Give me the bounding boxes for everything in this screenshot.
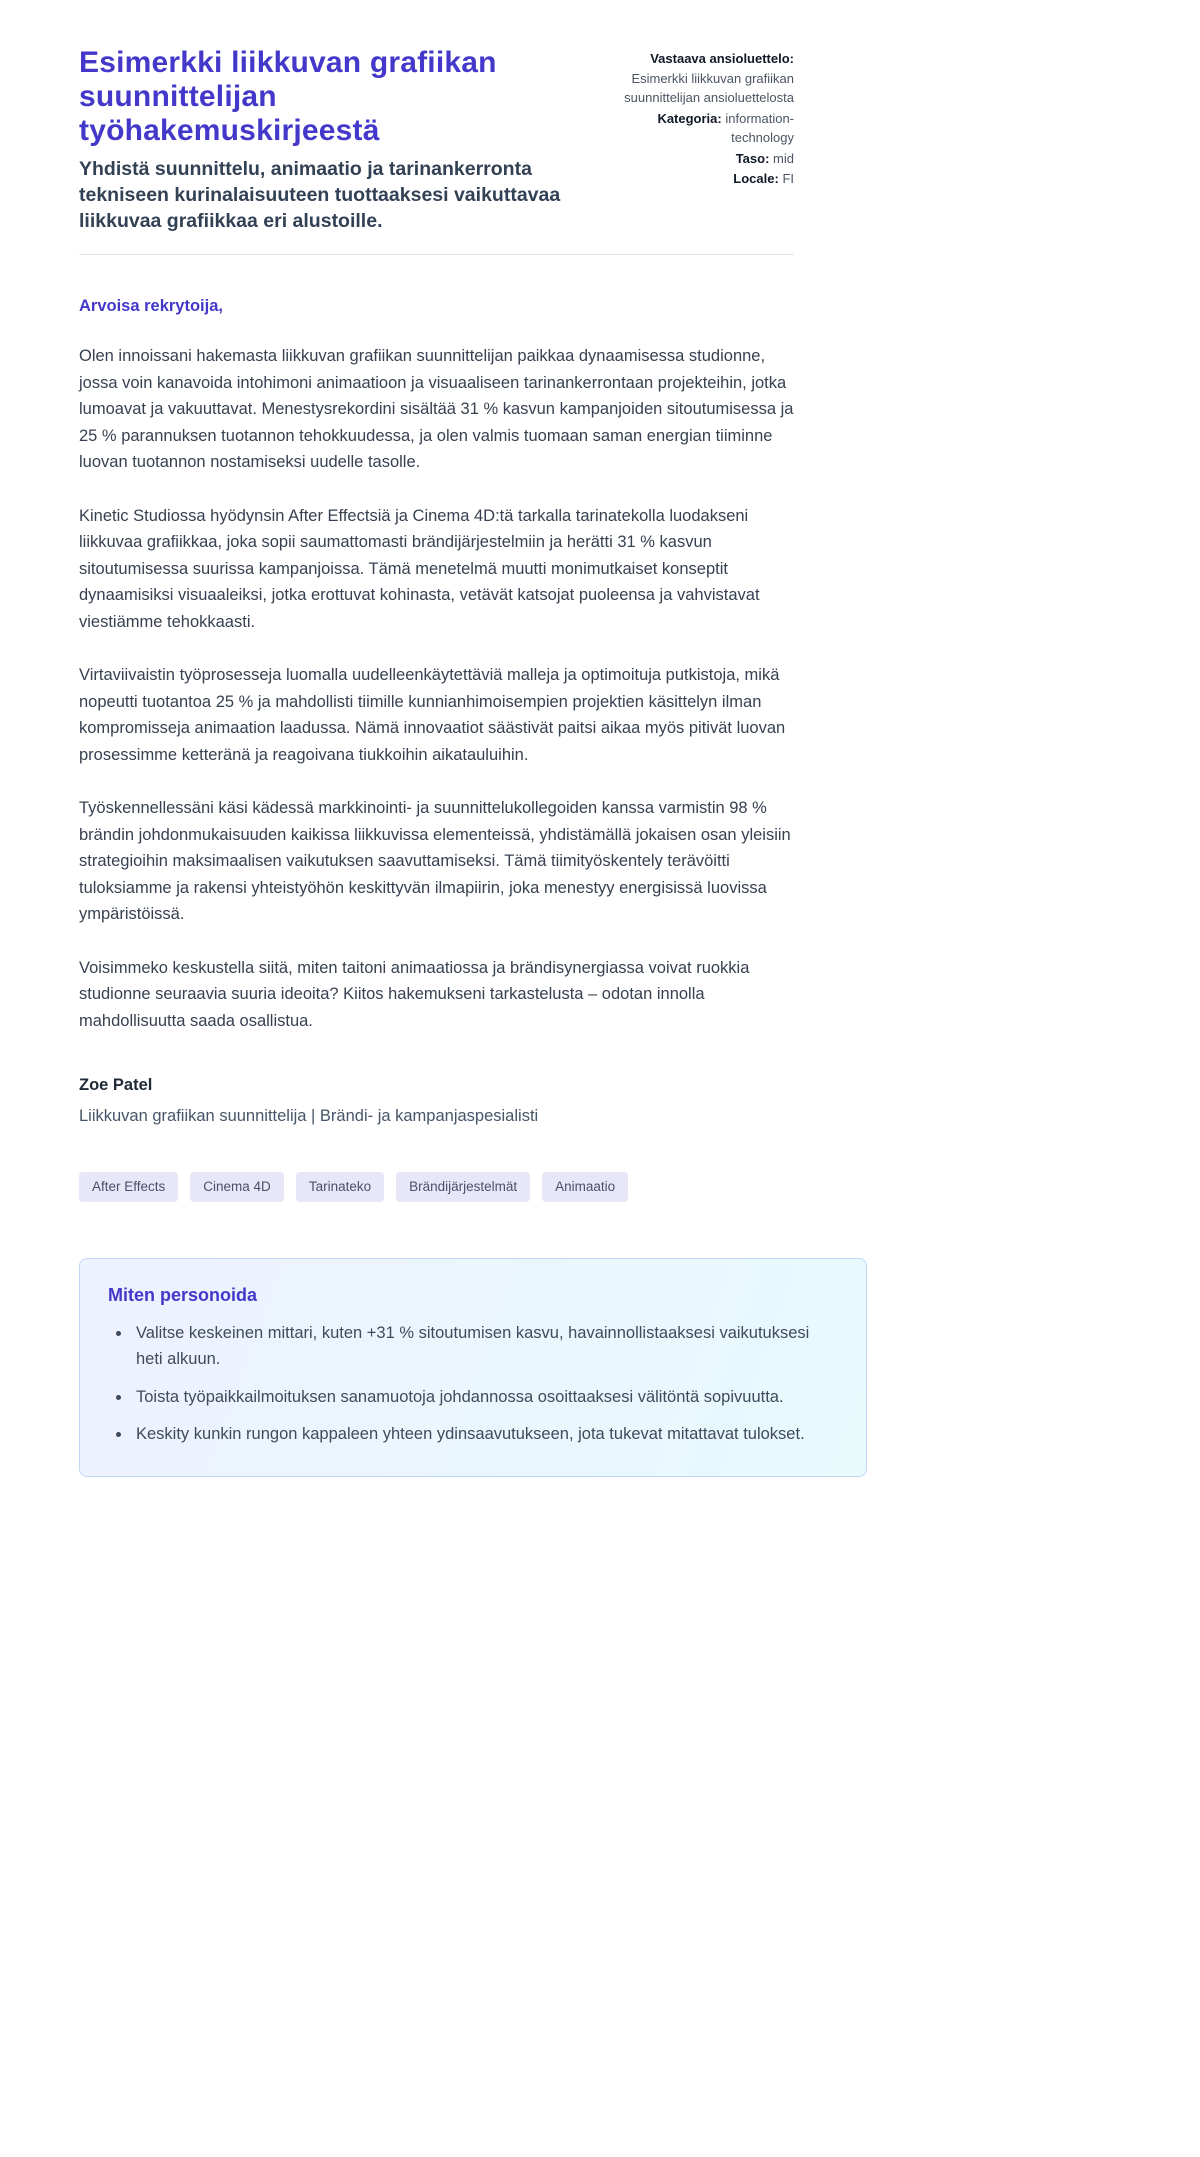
tips-card-title: Miten personoida xyxy=(108,1284,258,1305)
meta-item-locale xyxy=(598,169,794,189)
tips-list xyxy=(108,1320,838,1448)
letter-paragraph: Virtaviivaistin työprosesseja luomalla uudelleenkäytettäviä malleja ja optimoituja putkistoja, mikä nopeutti tuotantoa 25 % ja mahdollisti tiimille kunnianhimoisempien projektien käsittelyn ilman kompromisseja animaation laadussa. Nämä innovaatiot säästivät paitsi aikaa myös pitivät luovan prosessimme ketteränä ja reagoivana tiukkoihin aikatauluihin. xyxy=(79,666,786,764)
related-resume-link[interactable]: Esimerkki liikkuvan grafiikan suunnittelijan ansioluettelosta xyxy=(624,70,794,105)
tag-chip-after-effects: After Effects xyxy=(79,1172,178,1202)
personalization-tips-card xyxy=(79,1258,867,1477)
meta-value: mid xyxy=(773,150,794,166)
meta-label: Kategoria: xyxy=(657,110,722,126)
tips-list-item: • Toista työpaikkailmoituksen sanamuotoja johdannossa osoittaaksesi välitöntä sopivuutta. xyxy=(132,1384,812,1411)
tag-chip-cinema-4d: Cinema 4D xyxy=(190,1172,284,1202)
letter-paragraph: Työskennellessäni käsi kädessä markkinointi- ja suunnittelukollegoiden kanssa varmistin 98 % brändin johdonmukaisuuden kaikissa liikkuvissa elementeissä, yhdistämällä jokaisen osan yleisiin strategioihin maksimaalisen vaikutuksen saavuttamiseksi. Tämä tiimityöskentely terävöitti tuloksiamme ja rakensi yhteistyöhön keskittyvän ilmapiirin, joka menestyy energisissä luovissa ympäristöissä. xyxy=(79,799,791,923)
page-subtitle: Yhdistä suunnittelu, animaatio ja tarinankerronta tekniseen kurinalaisuuteen tuottaaksesi vaikuttavaa liikkuvaa grafiikkaa eri alustoille. xyxy=(79,158,561,232)
meta-value: FI xyxy=(782,171,794,186)
letter-paragraph: Voisimmeko keskustella siitä, miten taitoni animaatiossa ja brändisynergiassa voivat ruokkia studionne seuraavia suuria ideoita? Kiitos hakemukseni tarkastelusta – odotan innolla mahdollisuutta saada osallistua. xyxy=(79,958,750,1030)
meta-item-resume xyxy=(598,49,794,108)
meta-item-level xyxy=(598,149,794,169)
letter-paragraph: Kinetic Studiossa hyödynsin After Effectsiä ja Cinema 4D:tä tarkalla tarinatekolla luodakseni liikkuvaa grafiikkaa, joka sopii saumattomasti brändijärjestelmiin ja herätti 31 % kasvun sitoutumisessa suurissa kampanjoissa. Tämä menetelmä muutti monimutkaiset konseptit dynaamisiksi visuaaleiksi, jotka erottuvat kohinasta, vetävät katsojat puoleensa ja vahvistavat viestiämme tehokkaasti. xyxy=(79,506,760,631)
tag-chip-brandijarjestelmat: Brändijärjestelmät xyxy=(396,1172,530,1202)
signature-title: Liikkuvan grafiikan suunnittelija | Brändi- ja kampanjaspesialisti xyxy=(79,1107,539,1125)
signature-name: Zoe Patel xyxy=(79,1076,153,1094)
tips-list-item: • Keskity kunkin rungon kappaleen yhteen ydinsaavutukseen, jota tukevat mitattavat tulokset. xyxy=(132,1421,812,1448)
meta-label: Taso: xyxy=(735,150,770,166)
meta-value: information-technology xyxy=(725,110,794,145)
tags-row xyxy=(79,1172,867,1202)
meta-block xyxy=(598,46,794,190)
header-divider xyxy=(79,254,794,255)
meta-item-category xyxy=(598,109,794,148)
tips-list-item: • Valitse keskeinen mittari, kuten +31 % sitoutumisen kasvu, havainnollistaaksesi vaikutuksesi heti alkuun. xyxy=(132,1320,812,1373)
page-title: Esimerkki liikkuvan grafiikan suunnittelijan työhakemuskirjeestä xyxy=(79,46,497,147)
meta-label: Vastaava ansioluettelo: xyxy=(650,51,794,66)
signature-block xyxy=(79,1076,867,1126)
cover-letter-body xyxy=(79,297,867,1126)
header-title-block xyxy=(79,46,579,234)
tag-chip-tarinateko: Tarinateko xyxy=(296,1172,384,1202)
letter-paragraph: Olen innoissani hakemasta liikkuvan grafiikan suunnittelijan paikkaa dynaamisessa studionne, jossa voin kanavoida intohimoni animaatioon ja visuaaliseen tarinankerrontaan projekteihin, jotka lumoavat ja vakuuttavat. Menestysrekordini sisältää 31 % kasvun kampanjoiden sitoutumisessa ja 25 % parannuksen tuotannon tehokkuudessa, ja olen valmis tuomaan saman energian tiiminne luovan tuotannon nostamiseksi uudelle tasolle. xyxy=(79,347,794,471)
tag-chip-animaatio: Animaatio xyxy=(542,1172,628,1202)
meta-label: Locale: xyxy=(733,171,779,186)
page-header xyxy=(79,46,794,234)
letter-greeting: Arvoisa rekrytoija, xyxy=(79,297,223,315)
